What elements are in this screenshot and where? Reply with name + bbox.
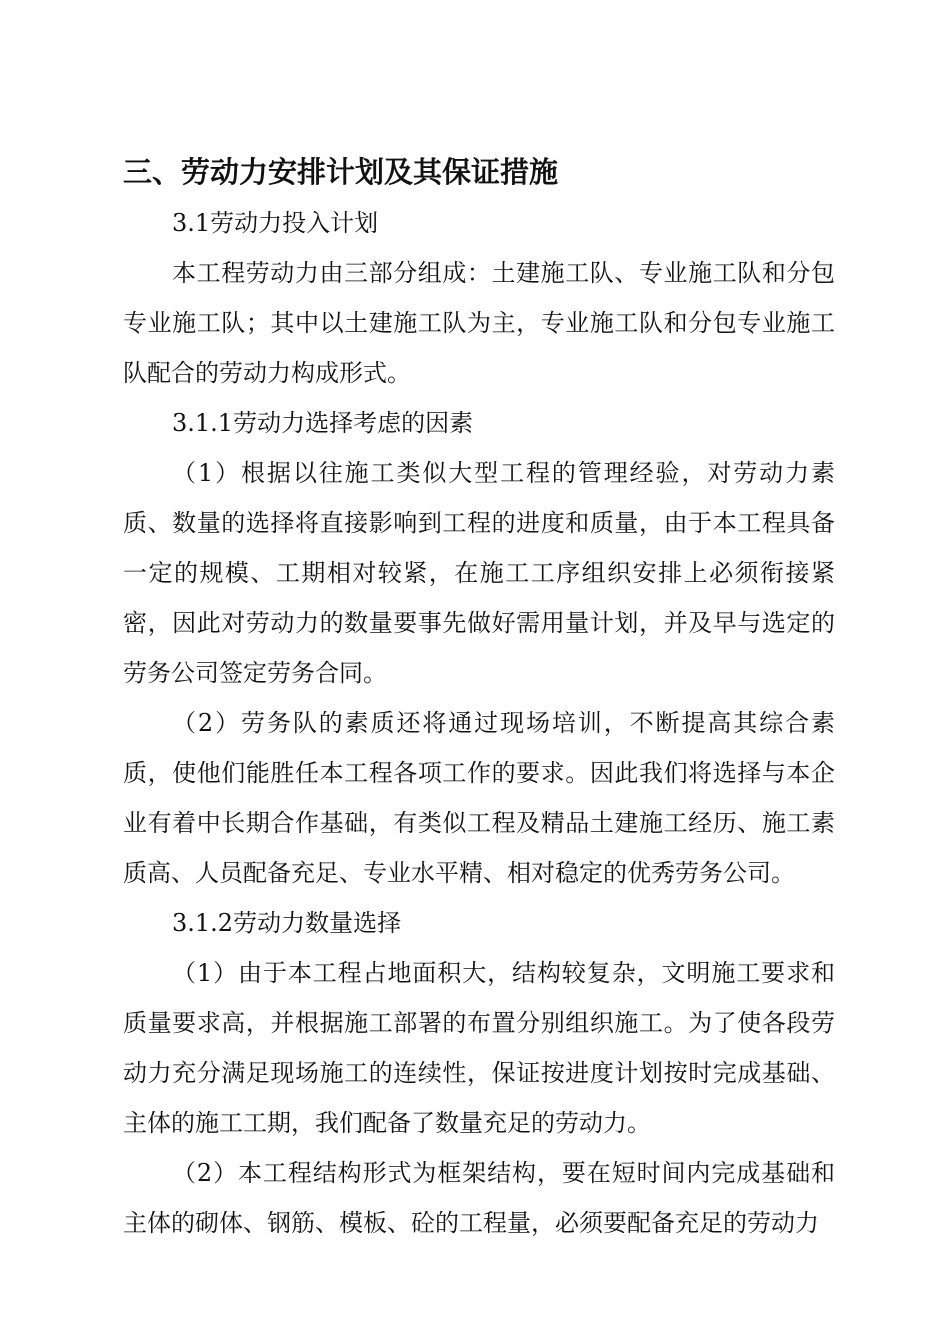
subsection-title-3-1-1: 3.1.1劳动力选择考虑的因素 <box>172 409 474 437</box>
subsection-title-3-1-2: 3.1.2劳动力数量选择 <box>172 909 402 937</box>
section-heading: 三、劳动力安排计划及其保证措施 <box>123 155 559 189</box>
subsection-title-3-1: 3.1劳动力投入计划 <box>172 209 379 237</box>
paragraph-factor-2: （2）劳务队的素质还将通过现场培训，不断提高其综合素质，使他们能胜任本工程各项工作的要求。因此我们将选择与本企业有着中长期合作基础，有类似工程及精品土建施工经历、施工素质高、人员配备充足、专业水平精、相对稳定的优秀劳务公司。 <box>123 709 835 887</box>
paragraph-labor-composition: 本工程劳动力由三部分组成：土建施工队、专业施工队和分包专业施工队；其中以土建施工队为主，专业施工队和分包专业施工队配合的劳动力构成形式。 <box>123 259 835 387</box>
paragraph-factor-1: （1）根据以往施工类似大型工程的管理经验，对劳动力素质、数量的选择将直接影响到工程的进度和质量，由于本工程具备一定的规模、工期相对较紧，在施工工序组织安排上必须衔接紧密，因此对劳动力的数量要事先做好需用量计划，并及早与选定的劳务公司签定劳务合同。 <box>123 459 835 687</box>
paragraph-quantity-1: （1）由于本工程占地面积大，结构较复杂，文明施工要求和质量要求高，并根据施工部署的布置分别组织施工。为了使各段劳动力充分满足现场施工的连续性，保证按进度计划按时完成基础、主体的施工工期，我们配备了数量充足的劳动力。 <box>123 959 835 1137</box>
paragraph-quantity-2: （2）本工程结构形式为框架结构，要在短时间内完成基础和主体的砌体、钢筋、模板、砼的工程量，必须要配备充足的劳动力 <box>123 1159 835 1237</box>
